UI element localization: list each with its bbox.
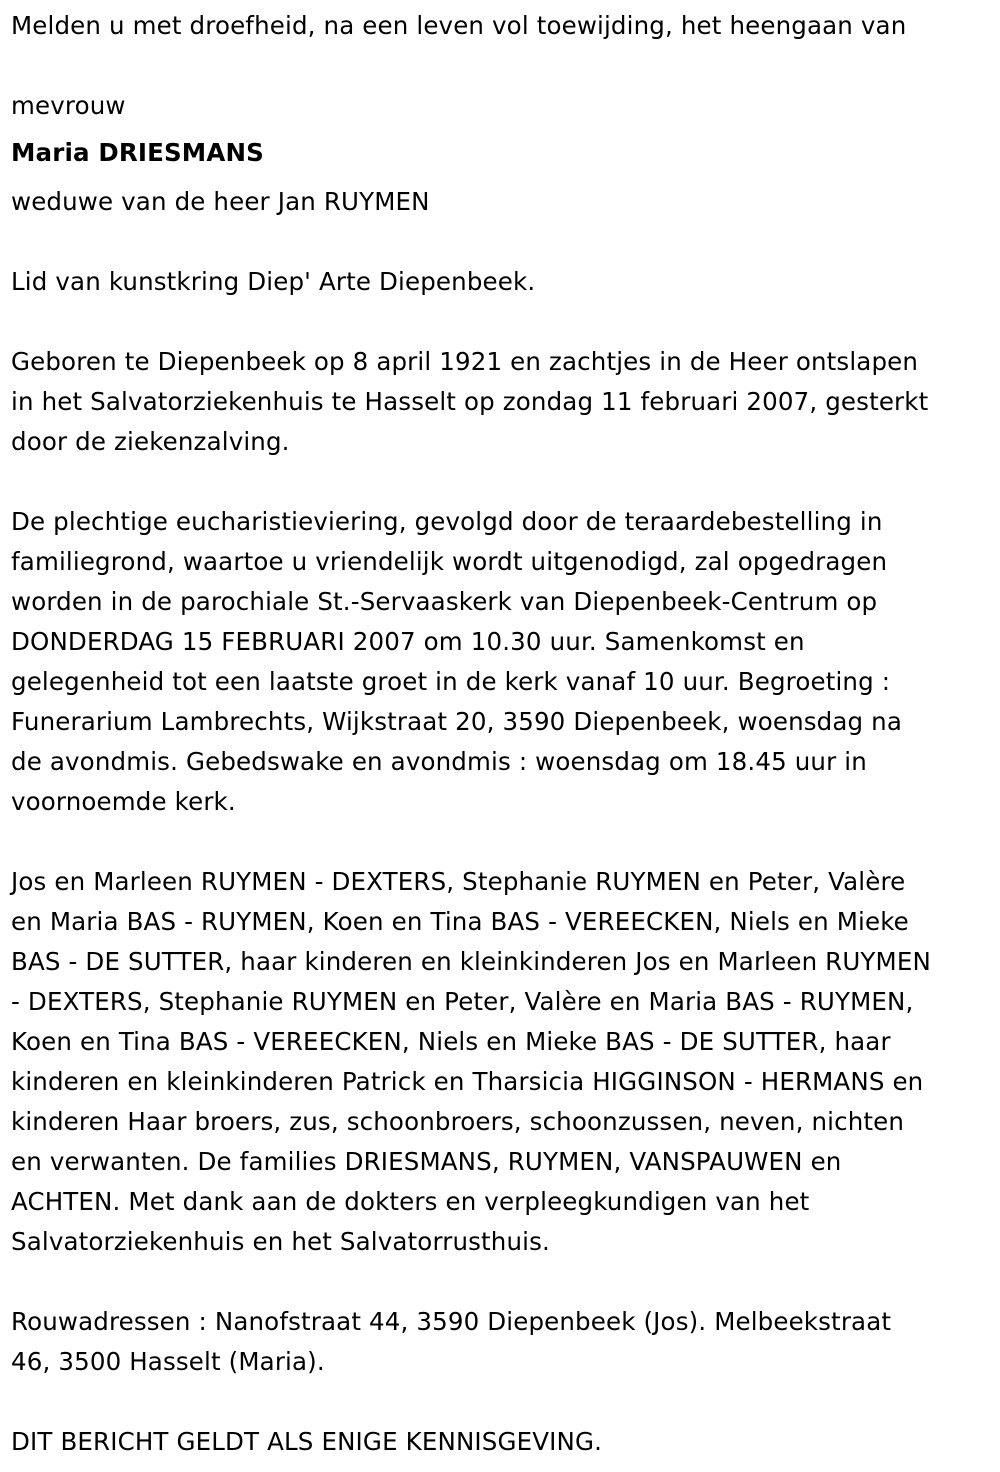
paragraph-line: en verwanten. De families DRIESMANS, RUYMEN, VANSPAUWEN en xyxy=(11,1147,842,1176)
paragraph-line: in het Salvatorziekenhuis te Hasselt op zondag 11 februari 2007, gesterkt xyxy=(11,387,929,416)
paragraph-line: kinderen en kleinkinderen Patrick en Tharsicia HIGGINSON - HERMANS en xyxy=(11,1067,924,1096)
paragraph-line: Jos en Marleen RUYMEN - DEXTERS, Stephanie RUYMEN en Peter, Valère xyxy=(11,867,906,896)
closing-line: DIT BERICHT GELDT ALS ENIGE KENNISGEVING. xyxy=(11,1427,603,1456)
paragraph-line: en Maria BAS - RUYMEN, Koen en Tina BAS - VEREECKEN, Niels en Mieke xyxy=(11,907,909,936)
paragraph-line: ACHTEN. Met dank aan de dokters en verpleegkundigen van het xyxy=(11,1187,810,1216)
birth-death-paragraph xyxy=(11,342,928,462)
intro-line: Melden u met droefheid, na een leven vol toewijding, het heengaan van xyxy=(11,11,907,40)
paragraph-line: door de ziekenzalving. xyxy=(11,427,290,456)
paragraph-line: - DEXTERS, Stephanie RUYMEN en Peter, Valère en Maria BAS - RUYMEN, xyxy=(11,987,914,1016)
salutation: mevrouw xyxy=(11,91,126,120)
paragraph-line: familiegrond, waartoe u vriendelijk wordt uitgenodigd, zal opgedragen xyxy=(11,547,888,576)
paragraph-line: 46, 3500 Hasselt (Maria). xyxy=(11,1347,325,1376)
paragraph-line: voornoemde kerk. xyxy=(11,787,236,816)
paragraph-line: gelegenheid tot een laatste groet in de kerk vanaf 10 uur. Begroeting : xyxy=(11,667,891,696)
paragraph-line: DONDERDAG 15 FEBRUARI 2007 om 10.30 uur. Samenkomst en xyxy=(11,627,805,656)
address-paragraph xyxy=(11,1302,891,1382)
paragraph-line: Salvatorziekenhuis en het Salvatorrusthuis. xyxy=(11,1227,550,1256)
paragraph-line: Koen en Tina BAS - VEREECKEN, Niels en Mieke BAS - DE SUTTER, haar xyxy=(11,1027,891,1056)
paragraph-line: BAS - DE SUTTER, haar kinderen en kleinkinderen Jos en Marleen RUYMEN xyxy=(11,947,931,976)
paragraph-line: Geboren te Diepenbeek op 8 april 1921 en zachtjes in de Heer ontslapen xyxy=(11,347,919,376)
deceased-name: Maria DRIESMANS xyxy=(11,138,264,167)
paragraph-line: de avondmis. Gebedswake en avondmis : woensdag om 18.45 uur in xyxy=(11,747,867,776)
membership-line: Lid van kunstkring Diep' Arte Diepenbeek. xyxy=(11,267,536,296)
paragraph-line: kinderen Haar broers, zus, schoonbroers, schoonzussen, neven, nichten xyxy=(11,1107,905,1136)
ceremony-paragraph xyxy=(11,502,902,822)
paragraph-line: Funerarium Lambrechts, Wijkstraat 20, 3590 Diepenbeek, woensdag na xyxy=(11,707,903,736)
paragraph-line: worden in de parochiale St.-Servaaskerk van Diepenbeek-Centrum op xyxy=(11,587,878,616)
family-paragraph xyxy=(11,862,931,1262)
paragraph-line: Rouwadressen : Nanofstraat 44, 3590 Diepenbeek (Jos). Melbeekstraat xyxy=(11,1307,892,1336)
widow-of-line: weduwe van de heer Jan RUYMEN xyxy=(11,187,430,216)
paragraph-line: De plechtige eucharistieviering, gevolgd door de teraardebestelling in xyxy=(11,507,883,536)
